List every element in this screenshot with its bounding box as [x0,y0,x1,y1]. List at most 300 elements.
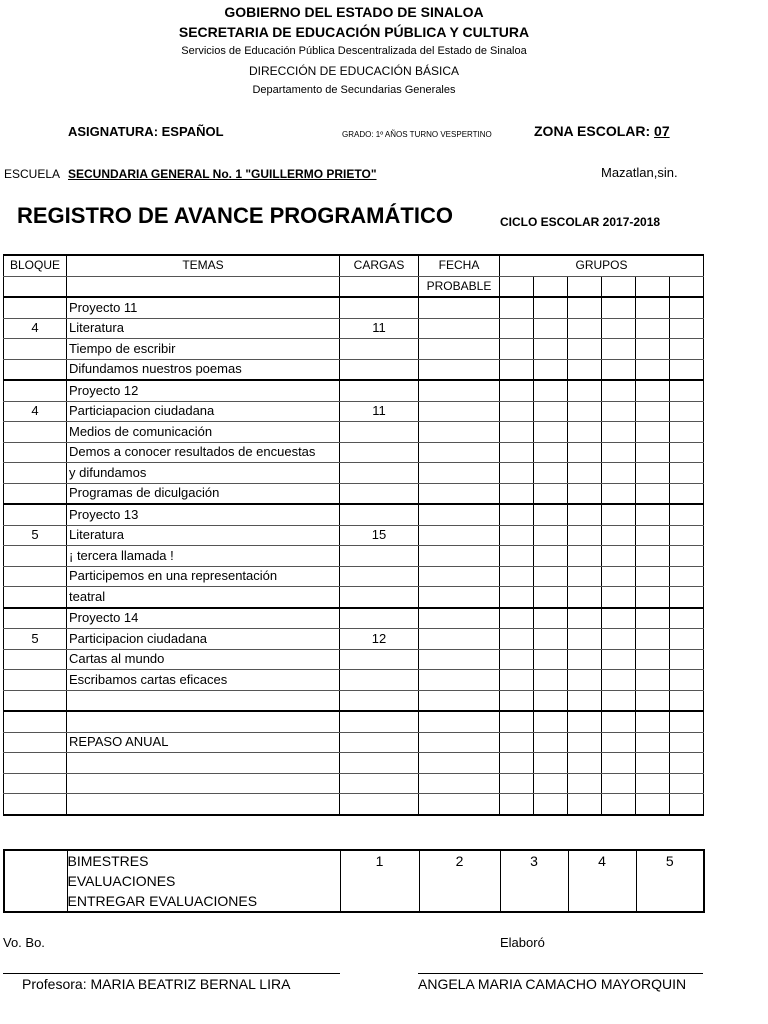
grupo-cell [670,442,704,463]
tema-cell: ¡ tercera llamada ! [67,546,340,567]
grupo-cell [636,422,670,443]
tema-cell: teatral [67,587,340,608]
fecha-cell [419,566,500,587]
grupo-cell [670,525,704,546]
grupo-cell [602,276,636,297]
grupo-cell [500,297,534,318]
grupo-cell [636,711,670,732]
carga-cell [340,483,419,504]
table-row [4,773,704,794]
grupo-cell [500,753,534,774]
tema-cell [67,794,340,815]
grupo-cell [568,608,602,629]
header-government: GOBIERNO DEL ESTADO DE SINALOA [224,4,484,20]
grupo-cell [500,442,534,463]
table-row [4,546,704,567]
bloque-cell [4,442,67,463]
grupo-cell [670,690,704,711]
bloque-cell [4,753,67,774]
elaboro-name-text: ANGELA MARIA CAMACHO MAYORQUIN [418,976,687,992]
grupo-cell [500,525,534,546]
bloque-cell: 5 [4,525,67,546]
grupo-cell [636,401,670,422]
grupo-cell [568,794,602,815]
grupo-cell [670,463,704,484]
carga-cell [340,463,419,484]
grupo-cell [670,276,704,297]
carga-cell [340,359,419,380]
bim-labels [67,850,340,912]
grupo-cell [500,546,534,567]
asignatura-label: ASIGNATURA: ESPAÑOL [68,124,224,139]
grupo-cell [602,483,636,504]
fecha-cell [419,649,500,670]
tema-cell: Proyecto 14 [67,608,340,629]
grupo-cell [534,608,568,629]
grupo-cell [568,732,602,753]
grupo-cell [602,401,636,422]
grupo-cell [534,649,568,670]
grupo-cell [500,649,534,670]
grupo-cell [670,608,704,629]
grupo-cell [670,711,704,732]
grupo-cell [500,359,534,380]
carga-cell: 11 [340,401,419,422]
grupo-cell [602,546,636,567]
tema-cell: Difundamos nuestros poemas [67,359,340,380]
tema-cell: Participacion ciudadana [67,629,340,650]
grupo-cell [534,276,568,297]
grupo-cell [568,711,602,732]
grupo-cell [568,670,602,691]
grupo-cell [568,566,602,587]
grupo-cell [500,794,534,815]
fecha-cell [419,587,500,608]
grupo-cell [670,546,704,567]
bloque-cell [4,359,67,380]
grupo-cell [500,711,534,732]
fecha-cell [419,318,500,339]
table-row [4,690,704,711]
grupo-cell [568,339,602,360]
grupo-cell [500,422,534,443]
fecha-cell [419,546,500,567]
grupo-cell [534,297,568,318]
carga-cell [340,649,419,670]
grupo-cell [500,690,534,711]
grupo-cell [568,318,602,339]
header-probable: PROBABLE [419,276,500,297]
bloque-cell [4,566,67,587]
grupo-cell [670,359,704,380]
grupo-cell [568,401,602,422]
fecha-cell [419,297,500,318]
bloque-cell [4,670,67,691]
grupo-cell [602,359,636,380]
grupo-cell [602,773,636,794]
grupo-cell [636,670,670,691]
grupo-cell [602,794,636,815]
bloque-cell [4,690,67,711]
header-grupos: GRUPOS [500,255,704,276]
bloque-cell [4,422,67,443]
carga-cell [340,587,419,608]
grupo-cell [500,318,534,339]
grupo-cell [636,773,670,794]
vobo-label: Vo. Bo. [3,935,45,950]
grupo-cell [534,359,568,380]
header-temas: TEMAS [67,255,340,276]
fecha-cell [419,794,500,815]
fecha-cell [419,504,500,525]
grupo-cell [568,422,602,443]
signature-line-vobo [3,973,340,974]
grupo-cell [670,483,704,504]
table-row [4,463,704,484]
grupo-cell [602,442,636,463]
carga-cell: 15 [340,525,419,546]
grupo-cell [670,732,704,753]
grupo-cell [500,380,534,401]
carga-cell [340,773,419,794]
grupo-cell [636,753,670,774]
grupo-cell [670,587,704,608]
tema-cell: Literatura [67,318,340,339]
grupo-cell [636,608,670,629]
bloque-cell: 4 [4,401,67,422]
grupo-cell [636,732,670,753]
fecha-cell [419,401,500,422]
ciclo-escolar: CICLO ESCOLAR 2017-2018 [500,215,661,229]
grupo-cell [568,504,602,525]
tema-cell: Literatura [67,525,340,546]
escuela-label: ESCUELA [4,167,61,181]
grupo-cell [602,566,636,587]
carga-cell [340,546,419,567]
tema-cell [67,690,340,711]
bloque-cell [4,587,67,608]
elaboro-label: Elaboró [500,935,545,950]
grupo-cell [500,276,534,297]
grupo-cell [670,339,704,360]
tema-cell [67,711,340,732]
grupo-cell [568,649,602,670]
table-row [4,566,704,587]
table-row [4,359,704,380]
tema-cell: Tiempo de escribir [67,339,340,360]
tema-cell: Escribamos cartas eficaces [67,670,340,691]
table-row [4,608,704,629]
bloque-cell [4,504,67,525]
table-row [4,711,704,732]
grupo-cell [568,463,602,484]
grupo-cell [602,504,636,525]
carga-cell [340,670,419,691]
grupo-cell [602,297,636,318]
header-cell [67,276,340,297]
grupo-cell [534,690,568,711]
bim-number: 1 [340,850,419,912]
bim-number: 4 [568,850,636,912]
grupo-cell [602,525,636,546]
grupo-cell [636,442,670,463]
table-row [4,525,704,546]
grupo-cell [500,587,534,608]
grupo-cell [534,422,568,443]
zona-label: ZONA ESCOLAR: [534,123,655,139]
grupo-cell [568,587,602,608]
grupo-cell [500,339,534,360]
bloque-cell [4,711,67,732]
grupo-cell [670,566,704,587]
grupo-cell [636,276,670,297]
tema-cell: Participemos en una representación [67,566,340,587]
grupo-cell [534,483,568,504]
grupo-cell [568,297,602,318]
grupo-cell [568,525,602,546]
zona-escolar [534,123,670,139]
grupo-cell [534,318,568,339]
fecha-cell [419,483,500,504]
table-row [4,380,704,401]
header-departamento: Departamento de Secundarias Generales [252,84,456,96]
fecha-cell [419,629,500,650]
fecha-cell [419,442,500,463]
grupo-cell [602,670,636,691]
tema-cell: Demos a conocer resultados de encuestas [67,442,340,463]
tema-cell [67,753,340,774]
bloque-cell [4,483,67,504]
grupo-cell [602,732,636,753]
grado-label: GRADO: 1º AÑOS TURNO VESPERTINO [342,130,492,139]
grupo-cell [670,794,704,815]
grupo-cell [568,546,602,567]
tema-cell: Programas de diculgación [67,483,340,504]
grupo-cell [534,670,568,691]
grupo-cell [636,629,670,650]
ciudad: Mazatlan,sin. [601,165,678,180]
grupo-cell [602,753,636,774]
signature-line-elaboro [418,973,703,974]
elaboro-name [418,976,703,992]
fecha-cell [419,753,500,774]
escuela-value: SECUNDARIA GENERAL No. 1 "GUILLERMO PRIETO" [68,167,377,181]
carga-cell [340,504,419,525]
bloque-cell [4,546,67,567]
grupo-cell [602,339,636,360]
fecha-cell [419,359,500,380]
tema-cell: Proyecto 13 [67,504,340,525]
grupo-cell [500,732,534,753]
grupo-cell [636,649,670,670]
grupo-cell [534,339,568,360]
grupo-cell [670,753,704,774]
grupo-cell [534,629,568,650]
bloque-cell [4,297,67,318]
bimestres-label: BIMESTRES [67,853,149,869]
avance-table [3,254,704,816]
fecha-cell [419,463,500,484]
grupo-cell [636,339,670,360]
grupo-cell [636,483,670,504]
grupo-cell [602,649,636,670]
tema-cell: Cartas al mundo [67,649,340,670]
grupo-cell [568,359,602,380]
grupo-cell [636,587,670,608]
fecha-cell [419,690,500,711]
bloque-cell [4,339,67,360]
bloque-cell [4,608,67,629]
grupo-cell [534,794,568,815]
grupo-cell [568,773,602,794]
grupo-cell [568,483,602,504]
fecha-cell [419,339,500,360]
header-bloque: BLOQUE [4,255,67,276]
grupo-cell [670,504,704,525]
header-direccion: DIRECCIÓN DE EDUCACIÓN BÁSICA [248,64,460,78]
table-row [4,753,704,774]
table-row [4,670,704,691]
grupo-cell [602,463,636,484]
carga-cell: 12 [340,629,419,650]
grupo-cell [534,546,568,567]
grupo-cell [602,608,636,629]
carga-cell [340,380,419,401]
grupo-cell [670,422,704,443]
grupo-cell [534,587,568,608]
table-row [4,794,704,815]
table-row [4,649,704,670]
grupo-cell [602,711,636,732]
grupo-cell [636,380,670,401]
header-cargas: CARGAS [340,255,419,276]
fecha-cell [419,732,500,753]
grupo-cell [534,732,568,753]
entregar-label: ENTREGAR EVALUACIONES [67,893,258,909]
grupo-cell [534,442,568,463]
header-cell [4,276,67,297]
fecha-cell [419,380,500,401]
table-row [4,339,704,360]
grupo-cell [636,525,670,546]
grupo-cell [602,587,636,608]
grupo-cell [602,690,636,711]
grupo-cell [534,525,568,546]
table-row [4,483,704,504]
tema-cell: Proyecto 11 [67,297,340,318]
bloque-cell [4,732,67,753]
grupo-cell [500,670,534,691]
grupo-cell [534,463,568,484]
tema-cell: y difundamos [67,463,340,484]
grupo-cell [500,566,534,587]
grupo-cell [670,649,704,670]
bloque-cell [4,794,67,815]
carga-cell [340,608,419,629]
fecha-cell [419,670,500,691]
grupo-cell [602,422,636,443]
fecha-cell [419,608,500,629]
grupo-cell [534,711,568,732]
table-row [4,587,704,608]
bloque-cell [4,380,67,401]
bloque-cell: 5 [4,629,67,650]
grupo-cell [636,297,670,318]
grupo-cell [568,629,602,650]
grupo-cell [568,690,602,711]
carga-cell [340,339,419,360]
grupo-cell [534,380,568,401]
grupo-cell [568,380,602,401]
tema-cell: Medios de comunicación [67,422,340,443]
grupo-cell [670,629,704,650]
bim-empty [4,850,67,912]
tema-cell [67,773,340,794]
grupo-cell [500,463,534,484]
carga-cell [340,732,419,753]
carga-cell [340,297,419,318]
bloque-cell [4,773,67,794]
carga-cell [340,794,419,815]
zona-value: 07 [654,123,670,139]
carga-cell [340,711,419,732]
grupo-cell [500,483,534,504]
carga-cell [340,690,419,711]
grupo-cell [670,318,704,339]
grupo-cell [602,318,636,339]
grupo-cell [534,566,568,587]
table-row [4,422,704,443]
fecha-cell [419,422,500,443]
bim-number: 3 [500,850,568,912]
grupo-cell [670,401,704,422]
tema-cell: Proyecto 12 [67,380,340,401]
table-row [4,442,704,463]
header-fecha: FECHA [419,255,500,276]
carga-cell [340,442,419,463]
grupo-cell [534,401,568,422]
header-servicios: Servicios de Educación Pública Descentralizada del Estado de Sinaloa [181,45,527,57]
grupo-cell [534,753,568,774]
grupo-cell [500,401,534,422]
table-row [4,401,704,422]
grupo-cell [500,504,534,525]
tema-cell: Particiapacion ciudadana [67,401,340,422]
table-row [4,504,704,525]
grupo-cell [670,670,704,691]
header-cell [340,276,419,297]
grupo-cell [636,318,670,339]
grupo-cell [568,753,602,774]
page-title: REGISTRO DE AVANCE PROGRAMÁTICO [17,203,453,228]
fecha-cell [419,525,500,546]
grupo-cell [636,504,670,525]
grupo-cell [670,380,704,401]
bimestres-table [3,849,705,913]
grupo-cell [568,276,602,297]
tema-cell: REPASO ANUAL [67,732,340,753]
grupo-cell [670,297,704,318]
table-body [4,297,704,815]
carga-cell [340,753,419,774]
header-secretaria: SECRETARIA DE EDUCACIÓN PÚBLICA Y CULTURA [178,24,530,40]
grupo-cell [568,442,602,463]
carga-cell [340,422,419,443]
fecha-cell [419,773,500,794]
table-row [4,629,704,650]
fecha-cell [419,711,500,732]
grupo-cell [500,773,534,794]
